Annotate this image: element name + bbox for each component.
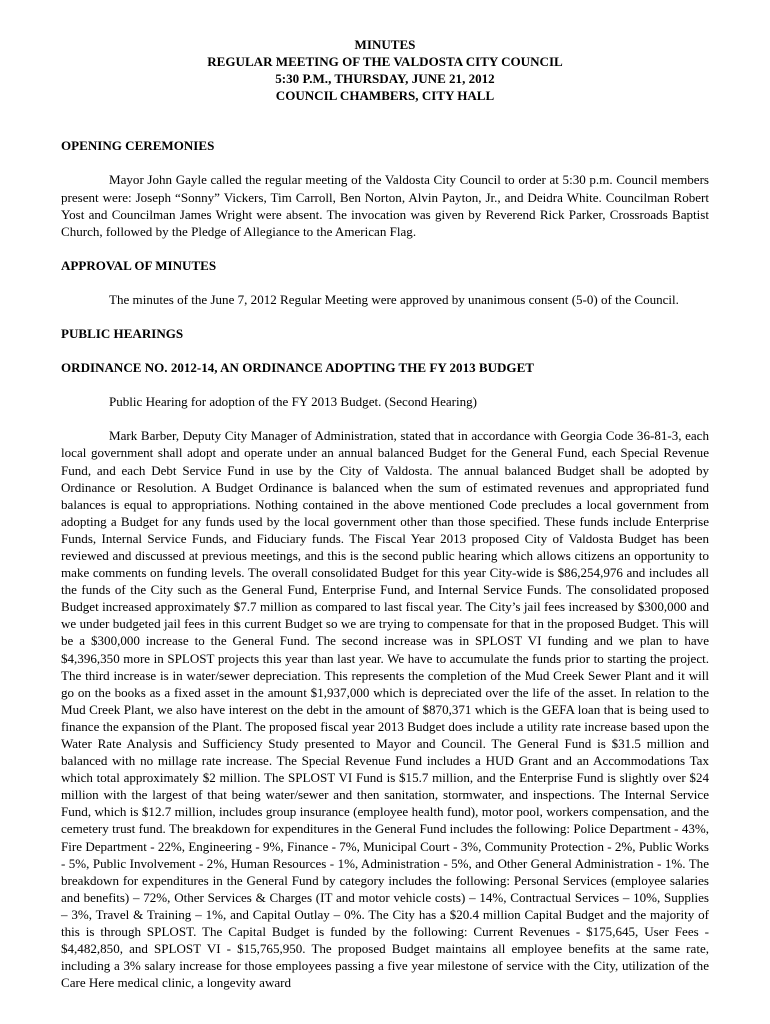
header-datetime: 5:30 P.M., THURSDAY, JUNE 21, 2012 xyxy=(275,71,495,87)
section-heading-opening: OPENING CEREMONIES xyxy=(61,138,215,154)
ordinance-paragraph: Mark Barber, Deputy City Manager of Administration, stated that in accordance with Georgia Code 36-81-3, each local government shall adopt and operate under an annual balanced Budget for the General Fund, each Special Revenue Fund, and each Debt Service Fund in use by the City of Valdosta. The annual balanced Budget shall be adopted by Ordinance or Resolution. A Budget Ordinance is balanced when the sum of estimated revenues and appropriated fund balances is equal to appropriations. Nothing contained in the above mentioned Code precludes a local government from adopting a Budget for any funds used by the local government other than those specified. These funds include Enterprise Funds, Internal Service Funds, and Fiduciary funds. The Fiscal Year 2013 proposed City of Valdosta Budget has been reviewed and discussed at previous meetings, and this is the second public hearing which allows citizens an opportunity to make comments on funding levels. The overall consolidated Budget for this year City-wide is $86,254,976 and includes all the funds of the City such as the General Fund, Enterprise Fund, and Internal Service Funds. The consolidated proposed Budget increased approximately $7.7 million as compared to last fiscal year. The City’s jail fees increased by $300,000 and we under budgeted jail fees in this current Budget so we are trying to compensate for that in the proposed Budget. This will be a $300,000 increase to the General Fund. The second increase was in SPLOST VI funding and we plan to have $4,396,350 more in SPLOST projects this year than last year. We have to accumulate the funds prior to starting the project. The third increase is in water/sewer depreciation. This represents the completion of the Mud Creek Sewer Plant and it will go on the books as a fixed asset in the amount $1,937,000 which is depreciated over the life of the asset. In relation to the Mud Creek Plant, we also have interest on the debt in the amount of $870,371 which is the GEFA loan that is being used to finance the expansion of the Plant. The proposed fiscal year 2013 Budget does include a utility rate increase based upon the Water Rate Analysis and Sufficiency Study presented to Mayor and Council. The General Fund is $31.5 million and balanced with no millage rate increase. The Special Revenue Fund includes a HUD Grant and an Accommodations Tax which total approximately $2 million. The SPLOST VI Fund is $15.7 million, and the Enterprise Fund is slightly over $24 million with the largest of that being water/sewer and then sanitation, stormwater, and inspections. The Internal Service Fund, which is $12.7 million, includes group insurance (employee health fund), motor pool, workers compensation, and the cemetery trust fund. The breakdown for expenditures in the General Fund includes the following: Police Department - 43%, Fire Department - 22%, Engineering - 9%, Finance - 7%, Municipal Court - 3%, Community Protection - 2%, Public Works - 5%, Public Involvement - 2%, Human Resources - 1%, Administration - 5%, and Other General Administration - 1%. The breakdown for expenditures in the General Fund by category includes the following: Personal Services (employee salaries and benefits) – 72%, Other Services & Charges (IT and motor vehicle costs) – 14%, Contractual Services – 10%, Supplies – 3%, Travel & Training – 1%, and Capital Outlay – 0%. The City has a $20.4 million Capital Budget and the majority of this is through SPLOST. The Capital Budget is funded by the following: Current Revenues - $175,645, User Fees - $4,482,850, and SPLOST VI - $15,765,950. The proposed Budget maintains all employee benefits at the same rate, including a 3% salary increase for those employees passing a five year milestone of service with the City, utilization of the Care Here medical clinic, a longevity award xyxy=(61,428,709,991)
section-heading-ordinance: ORDINANCE NO. 2012-14, AN ORDINANCE ADOPTING THE FY 2013 BUDGET xyxy=(61,360,534,376)
header-meeting: REGULAR MEETING OF THE VALDOSTA CITY COUNCIL xyxy=(207,54,563,70)
header-location: COUNCIL CHAMBERS, CITY HALL xyxy=(275,88,495,104)
opening-paragraph: Mayor John Gayle called the regular meeting of the Valdosta City Council to order at 5:30 p.m. Council members present were: Joseph “Sonny” Vickers, Tim Carroll, Ben Norton, Alvin Payton, Jr., and Deidra White. Councilman Robert Yost and Councilman James Wright were absent. The invocation was given by Reverend Rick Parker, Crossroads Baptist Church, followed by the Pledge of Allegiance to the American Flag. xyxy=(61,172,709,239)
document-header xyxy=(61,36,709,104)
section-heading-minutes: APPROVAL OF MINUTES xyxy=(61,257,217,273)
header-title: MINUTES xyxy=(354,37,416,52)
minutes-paragraph: The minutes of the June 7, 2012 Regular Meeting were approved by unanimous consent (5-0) of the Council. xyxy=(109,291,679,307)
document-page xyxy=(61,36,709,991)
section-heading-hearings: PUBLIC HEARINGS xyxy=(61,326,184,342)
ordinance-intro: Public Hearing for adoption of the FY 2013 Budget. (Second Hearing) xyxy=(109,394,478,410)
